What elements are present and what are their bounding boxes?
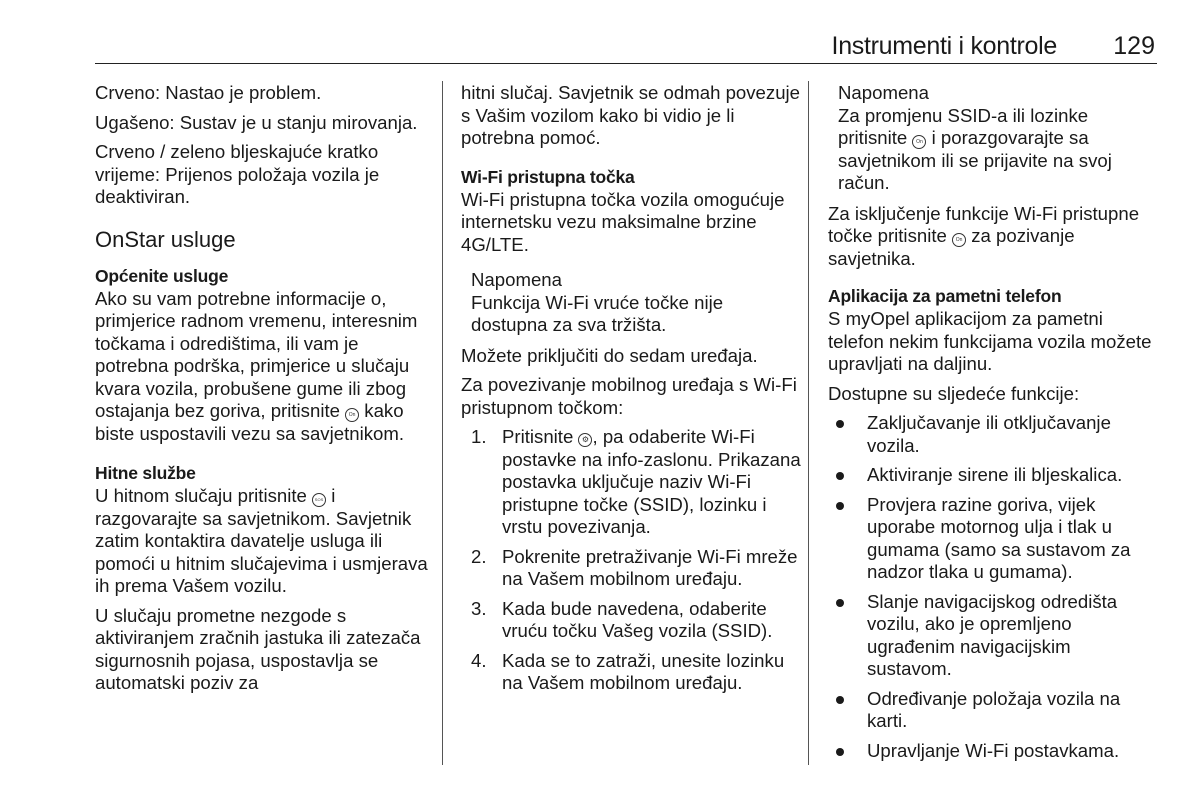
feature-text: Slanje navigacijskog odredišta vozilu, ako je opremljeno ugrađenim navigacijskim sustavom.	[867, 590, 1118, 679]
column-2	[461, 82, 801, 702]
note-text: Funkcija Wi-Fi vruće točke nije dostupna za sva tržišta.	[471, 291, 724, 335]
feature-text: Određivanje položaja vozila na karti.	[867, 687, 1121, 731]
step-text: Kada se to zatraži, unesite lozinku na Vašem mobilnom uređaju.	[502, 649, 785, 693]
status-line: Crveno: Nastao je problem.	[95, 82, 322, 103]
subsection-heading: Aplikacija za pametni telefon	[828, 286, 1062, 306]
paragraph-text: i razgovarajte sa savjetnikom. Savjetnik zatim kontaktira davatelje usluga ili pomoći u hitnim slučajevima i usmjerava ih prema Vašem vozilu.	[95, 485, 428, 596]
paragraph: Dostupne su sljedeće funkcije:	[828, 382, 1080, 404]
status-line: Crveno / zeleno bljeskajuće kratko vrijeme: Prijenos položaja vozila je deaktiviran.	[95, 141, 380, 207]
feature-text: Upravljanje Wi-Fi postavkama.	[867, 739, 1120, 761]
paragraph	[95, 288, 435, 446]
paragraph-text: Za isključenje funkcije Wi-Fi pristupne točke pritisnite	[828, 202, 1140, 246]
page-number: 129	[1113, 32, 1155, 60]
note-text-part: Za promjenu SSID-a ili lozinke pritisnite	[838, 104, 1089, 148]
bullet-icon	[836, 472, 844, 480]
list-item	[471, 598, 801, 643]
bullet-icon	[836, 696, 844, 704]
paragraph-text: kako biste uspostavili vezu sa savjetnikom.	[95, 400, 405, 444]
paragraph: U slučaju prometne nezgode s aktiviranjem zračnih jastuka ili zatezača sigurnosnih pojasa, uspostavlja se automatski poziv za	[95, 604, 421, 693]
list-item	[828, 464, 1158, 487]
feature-text: Aktiviranje sirene ili bljeskalica.	[867, 464, 1123, 485]
bullet-icon	[836, 748, 844, 756]
feature-text: Zaključavanje ili otključavanje vozila.	[867, 412, 1111, 456]
subsection-heading: Wi-Fi pristupna točka	[461, 166, 635, 187]
onstar-button-icon: On	[952, 233, 966, 247]
paragraph: Wi-Fi pristupna točka vozila omogućuje internetsku vezu maksimalne brzine 4G/LTE.	[461, 188, 785, 255]
list-item	[471, 650, 801, 695]
features-list	[828, 412, 1158, 762]
services-button-icon: ⚙	[578, 433, 592, 447]
paragraph-text: za pozivanje savjetnika.	[828, 225, 1075, 269]
onstar-button-icon: On	[912, 135, 926, 149]
list-item	[828, 740, 1158, 763]
subsection-heading: Općenite usluge	[95, 265, 229, 286]
bullet-icon	[836, 420, 844, 428]
bullet-icon	[836, 502, 844, 510]
steps-list	[461, 426, 801, 695]
note-box	[471, 269, 801, 337]
step-text: Kada bude navedena, odaberite vruću točku Vašeg vozila (SSID).	[502, 597, 773, 641]
step-number: 3.	[471, 597, 487, 619]
step-number: 1.	[471, 426, 487, 447]
paragraph	[828, 203, 1158, 271]
step-text: Pritisnite	[502, 426, 574, 447]
column-divider	[808, 81, 809, 765]
list-item	[828, 688, 1158, 733]
status-line: Ugašeno: Sustav je u stanju mirovanja.	[95, 111, 418, 133]
paragraph: Možete priključiti do sedam uređaja.	[461, 344, 758, 366]
step-number: 2.	[471, 545, 487, 567]
note-title: Napomena	[471, 269, 562, 290]
paragraph	[95, 485, 435, 598]
chapter-title: Instrumenti i kontrole	[831, 32, 1057, 60]
list-item	[471, 546, 801, 591]
bullet-icon	[836, 599, 844, 607]
feature-text: Provjera razine goriva, vijek uporabe motornog ulja i tlak u gumama (samo sa sustavom za nadzor tlaka u gumama).	[867, 493, 1131, 582]
list-item	[828, 591, 1158, 681]
paragraph: hitni slučaj. Savjetnik se odmah povezuje s Vašim vozilom kako bi vidio je li potrebna pomoć.	[461, 82, 801, 148]
note-box	[838, 82, 1158, 195]
paragraph: S myOpel aplikacijom za pametni telefon nekim funkcijama vozila možete upravljati na daljinu.	[828, 308, 1152, 374]
list-item	[471, 426, 801, 539]
step-text: Pokrenite pretraživanje Wi-Fi mreže na Vašem mobilnom uređaju.	[502, 545, 798, 589]
list-item	[828, 494, 1158, 584]
note-text	[838, 105, 1158, 195]
section-title: OnStar usluge	[95, 226, 236, 252]
sos-button-icon: SOS	[312, 493, 326, 507]
onstar-button-icon: On	[345, 408, 359, 422]
paragraph-text: U hitnom slučaju pritisnite	[95, 485, 307, 506]
page-header	[95, 28, 1157, 64]
paragraph-text: Ako su vam potrebne informacije o, primjerice radnom vremenu, interesnim točkama i odredištima, ili vam je potrebna podrška, primjerice u slučaju kvara vozila, probušene gume ili zbog ostajanja bez goriva, pritisnite	[95, 287, 418, 421]
column-divider	[442, 81, 443, 765]
paragraph: Za povezivanje mobilnog uređaja s Wi-Fi pristupnom točkom:	[461, 374, 797, 418]
note-title: Napomena	[838, 82, 929, 103]
step-text: , pa odaberite Wi-Fi postavke na info-zaslonu. Prikazana postavka uključuje naziv Wi-Fi pristupne točke (SSID), lozinku i vrstu povezivanja.	[502, 426, 801, 537]
subsection-heading: Hitne službe	[95, 463, 196, 483]
note-text-part: i porazgovarajte sa savjetnikom ili se prijavite na svoj račun.	[838, 127, 1112, 193]
column-1	[95, 82, 435, 702]
list-item	[828, 412, 1158, 457]
column-3	[828, 82, 1158, 769]
step-number: 4.	[471, 649, 487, 671]
